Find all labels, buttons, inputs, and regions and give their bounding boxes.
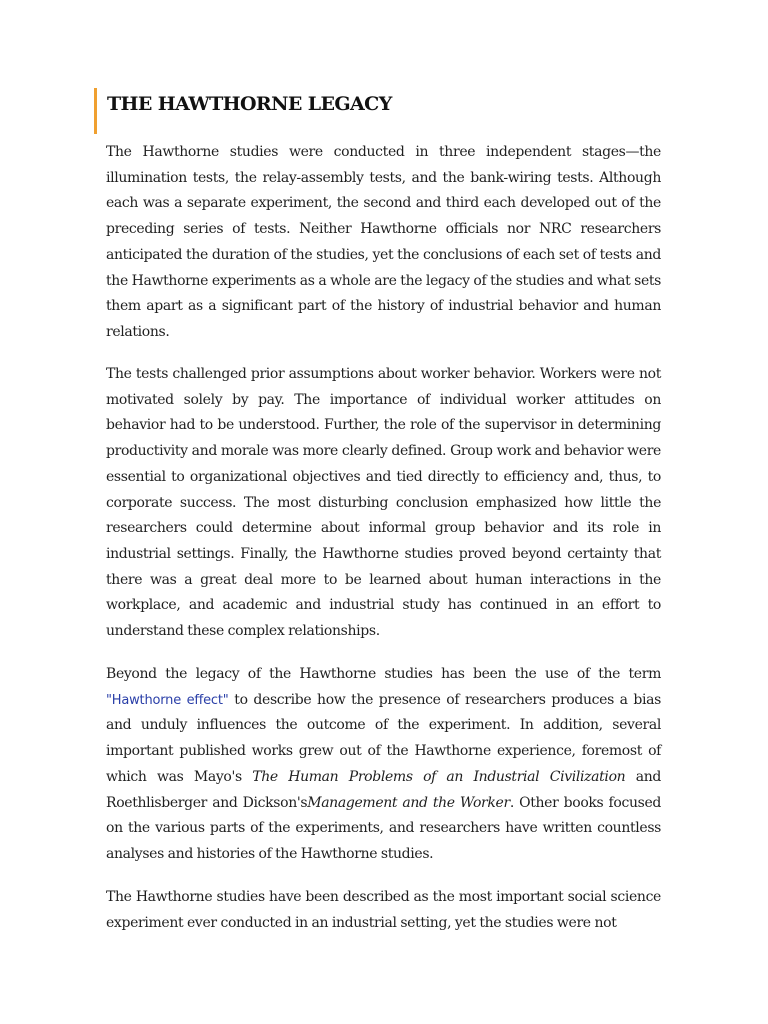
hawthorne-effect-link[interactable]: "Hawthorne effect" [106, 692, 229, 708]
paragraph-legacy-text-1: Beyond the legacy of the Hawthorne studies has been the use of the term [106, 666, 661, 682]
paragraph-legacy-text-4: . Other books focused on the various parts of the experiments, and researchers have written countless analyses and histories of the Hawthorne studies. [106, 794, 662, 862]
book-title-management-worker: Management and the Worker [307, 794, 510, 811]
paragraph-legacy-text-3: and Roethlisberger and Dickson's [106, 768, 661, 811]
paragraph-legacy-text-2: to describe how the presence of researchers produces a bias and unduly influences the outcome of the experiment. In addition, several important published works grew out of the Hawthorne experience, foremost of which was Mayo's [106, 691, 661, 785]
section-heading: THE HAWTHORNE LEGACY [107, 93, 392, 115]
paragraph-importance: The Hawthorne studies have been described as the most important social science experiment ever conducted in an industrial setting, yet the studies were not [106, 889, 661, 931]
heading-accent-bar [94, 88, 97, 134]
heading-block [94, 88, 392, 136]
book-title-human-problems: The Human Problems of an Industrial Civilization [252, 768, 626, 785]
paragraph-assumptions: The tests challenged prior assumptions about worker behavior. Workers were not motivated solely by pay. The importance of individual worker attitudes on behavior had to be understood. Further, the role of the supervisor in determining productivity and morale was more clearly defined. Group work and behavior were essential to organizational objectives and tied directly to efficiency and, thus, to corporate success. The most disturbing conclusion emphasized how little the researchers could determine about informal group behavior and its role in industrial settings. Finally, the Hawthorne studies proved beyond certainty that there was a great deal more to be learned about human interactions in the workplace, and academic and industrial study has continued in an effort to understand these complex relationships. [106, 366, 661, 640]
paragraph-legacy [106, 662, 661, 868]
paragraph-stages: The Hawthorne studies were conducted in three independent stages—the illumination tests, the relay-assembly tests, and the bank-wiring tests. Although each was a separate experiment, the second and third each developed out of the preceding series of tests. Neither Hawthorne officials nor NRC researchers anticipated the duration of the studies, yet the conclusions of each set of tests and the Hawthorne experiments as a whole are the legacy of the studies and what sets them apart as a significant part of the history of industrial behavior and human relations. [106, 144, 661, 340]
